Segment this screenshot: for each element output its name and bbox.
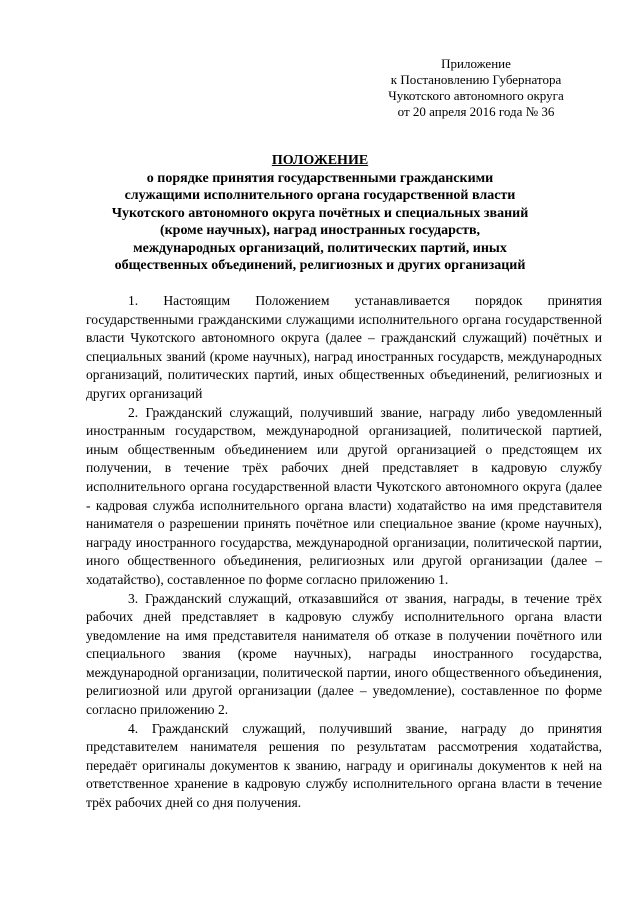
appendix-label: Приложение [441, 56, 511, 71]
document-title [110, 152, 530, 275]
paragraph-4: 4. Гражданский служащий, получивший звание, награду до принятия представителем нанимателя решения по результатам рассмотрения ходатайства, передаёт оригиналы документов к званию, награду и оригиналы документов к ней на ответственное хранение в кадровую службу исполнительного органа власти в течение трёх рабочих дней со дня получения. [86, 720, 602, 811]
document-subtitle: о порядке принятия государственными гражданскими служащими исполнительного органа государственной власти Чукотского автономного округа почётных и специальных званий (кроме научных), наград иностранных государств, международных организаций, политических партий, иных общественных объединений, религиозных и других организаций [111, 170, 529, 273]
paragraph-3: 3. Гражданский служащий, отказавшийся от звания, награды, в течение трёх рабочих дней представляет в кадровую службу исполнительного органа власти уведомление на имя представителя нанимателя об отказе в получении почётного или специального звания (кроме научных), награды иностранного государства, международной организации, политической партии, иного общественного объединения, религиозной или другой организации (далее – уведомление), составленное по форме согласно приложению 2. [86, 590, 602, 718]
paragraph-2: 2. Гражданский служащий, получивший звание, награду либо уведомленный иностранным государством, международной организацией, политической партией, иным общественным объединением или другой организацией о предстоящем их получении, в течение трёх рабочих дней представляет в кадровую службу исполнительного органа государственной власти Чукотского автономного округа (далее - кадровая служба исполнительного органа власти) ходатайство на имя представителя нанимателя о разрешении принять почётное или специальное звание (кроме научных), награду иностранного государства, международной организации, политической партии, иного общественного объединения, религиозных или другой организации (далее – ходатайство), составленное по форме согласно приложению 1. [86, 404, 602, 587]
appendix-reference [376, 56, 576, 120]
appendix-date-line: от 20 апреля 2016 года № 36 [397, 104, 555, 119]
appendix-decree-line: к Постановлению Губернатора [390, 72, 562, 87]
document-heading: ПОЛОЖЕНИЕ [271, 153, 369, 168]
paragraph-1: 1. Настоящим Положением устанавливается порядок принятия государственными гражданскими служащими исполнительного органа государственной власти Чукотского автономного округа (далее – гражданский служащий) почётных и специальных званий (кроме научных), наград иностранных государств, международных организаций, политических партий, иных общественных объединений, религиозных и других организаций [86, 293, 602, 401]
appendix-region-line: Чукотского автономного округа [388, 88, 564, 103]
document-body [86, 292, 602, 813]
